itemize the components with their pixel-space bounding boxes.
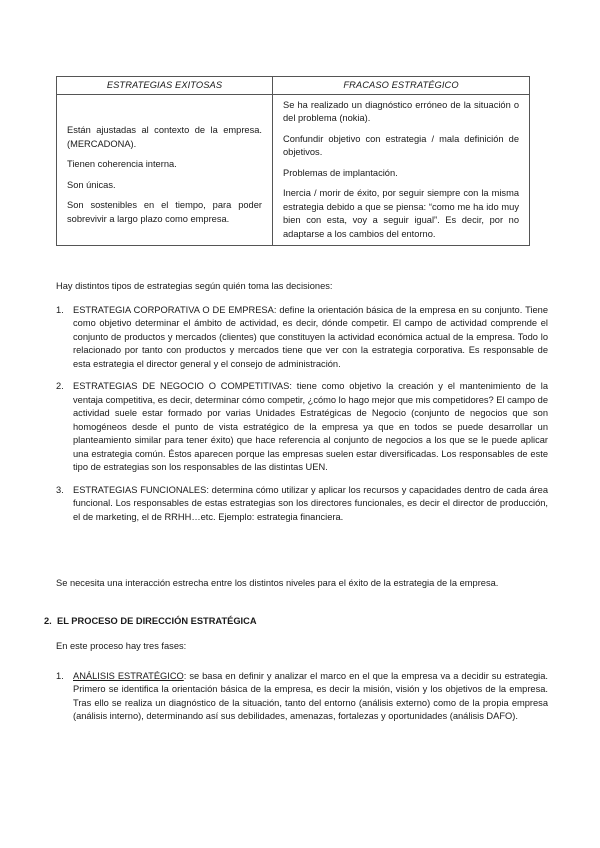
list-item: Están ajustadas al contexto de la empresa. (MERCADONA). <box>67 125 262 149</box>
list-item: Son sostenibles en el tiempo, para poder sobrevivir a largo plazo como empresa. <box>67 200 262 224</box>
phases-intro: En este proceso hay tres fases: <box>56 641 187 651</box>
list-item: Inercia / morir de éxito, por seguir siempre con la misma estrategia debido a que se piensa: “como me ha ido muy bien con esta, voy a seguir igual”. Es decir, por no adaptarse a los cambios del entorno. <box>283 188 519 239</box>
item-text: : se basa en definir y analizar el marco en el que la empresa va a decidir su estrategia. Primero se identifica la orientación básica de la empresa, es decir la misión, visión y los objetivos de la empresa. Tras ello se realiza un diagnóstico de la situación, tanto del entorno (análisis externo) como de la propia empresa (análisis interno), determinando así sus debilidades, amenazas, fortalezas y oportunidades (análisis DAFO). <box>73 671 548 722</box>
col-header-failure: FRACASO ESTRATÉGICO <box>273 77 530 95</box>
list-item <box>56 304 548 371</box>
section-heading <box>44 615 544 628</box>
section-number: 2. <box>44 616 52 626</box>
list-item: Se ha realizado un diagnóstico erróneo de la situación o del problema (nokia). <box>283 100 519 124</box>
item-text: ESTRATEGIAS DE NEGOCIO O COMPETITIVAS: tiene como objetivo la creación y el mantenimiento de la ventaja competitiva, es decir, determinar cómo competir, ¿cómo lo hago mejor que mis competidores? El campo de actividad suele estar formado por varias Unidades Estratégicas de Negocio (conjunto de negocios que son homogéneos desde el punto de vista estratégico de la empresa ya que en todos se puede desarrollar un planteamiento similar para tener éxito) que hace referencia al conjunto de negocios a los que se le puede aplicar una estrategia común. Éstos aparecen porque las empresas suelen estar diversificadas. Los responsables de este tipo de estrategias son los responsables de las distintas UEN. <box>73 381 548 473</box>
item-text: ESTRATEGIAS FUNCIONALES: determina cómo utilizar y aplicar los recursos y capacidades dentro de cada área funcional. Los responsables de estas estrategias son los directores funcionales, es decir el director de producción, el de marketing, el de RRHH…etc. Ejemplo: estrategia financiera. <box>73 484 548 522</box>
successful-strategies-cell <box>57 95 273 246</box>
col-header-successful: ESTRATEGIAS EXITOSAS <box>57 77 273 95</box>
section-title: EL PROCESO DE DIRECCIÓN ESTRATÉGICA <box>57 616 257 626</box>
failure-strategies-cell <box>273 95 530 246</box>
list-item <box>56 670 548 724</box>
list-item <box>56 484 548 524</box>
list-item: Tienen coherencia interna. <box>67 159 177 170</box>
table-row <box>57 95 530 246</box>
item-number: 1. <box>56 305 64 315</box>
strategy-comparison-table <box>56 76 530 246</box>
closing-paragraph: Se necesita una interacción estrecha entre los distintos niveles para el éxito de la estrategia de la empresa. <box>56 578 499 588</box>
strategy-types-intro: Hay distintos tipos de estrategias según quién toma las decisiones: <box>56 281 333 291</box>
list-item: Confundir objetivo con estrategia / mala definición de objetivos. <box>283 133 519 158</box>
item-number: 2. <box>56 381 64 392</box>
phases-list <box>56 670 548 733</box>
list-item <box>56 380 548 474</box>
list-item: Problemas de implantación. <box>283 167 398 178</box>
item-text: ESTRATEGIA CORPORATIVA O DE EMPRESA: define la orientación básica de la empresa en su conjunto. Tiene como objetivo determinar el ámbito de actividad, es decir, dónde competir. El campo de actividad comprende el conjunto de productos y mercados (clientes) que constituyen la actividad económica actual de la empresa. Todo lo relacionado por tanto con productos y mercados tiene que ver con la estrategia corporativa. Es responsable de esta estrategia el director general y el consejo de administración. <box>73 305 548 369</box>
strategy-types-list <box>56 304 548 533</box>
item-number: 3. <box>56 484 64 495</box>
item-number: 1. <box>56 671 64 681</box>
table-header-row <box>57 77 530 95</box>
phase-title: ANÁLISIS ESTRATÉGICO <box>73 671 184 681</box>
list-item: Son únicas. <box>67 179 116 190</box>
